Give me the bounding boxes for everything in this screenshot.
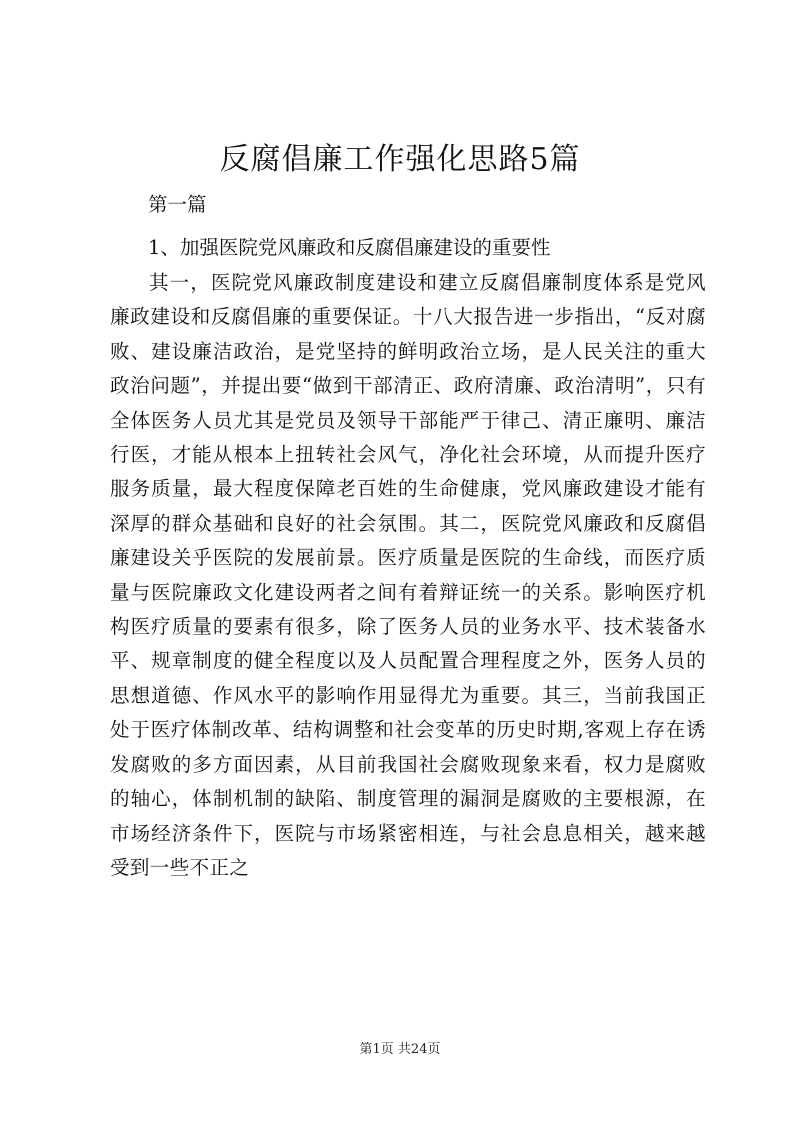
section-heading: 第一篇 [148, 193, 207, 216]
page-footer: 第1页 共24页 [359, 1042, 441, 1057]
subheading: 1、加强医院党风廉政和反腐倡廉建设的重要性 [148, 236, 551, 259]
body-paragraph: 其一，医院党风廉政制度建设和建立反腐倡廉制度体系是党风廉政建设和反腐倡廉的重要保证。十八大报告进一步指出，“反对腐败、建设廉洁政治，是党坚持的鲜明政治立场，是人民关注的重大政治问题”，并提出要“做到干部清正、政府清廉、政治清明”，只有全体医务人员尤其是党员及领导干部能严于律己、清正廉明、廉洁行医，才能从根本上扭转社会风气，净化社会环境，从而提升医疗服务质量，最大程度保障老百姓的生命健康，党风廉政建设才能有深厚的群众基础和良好的社会氛围。其二，医院党风廉政和反腐倡廉建设关乎医院的发展前景。医疗质量是医院的生命线，而医疗质量与医院廉政文化建设两者之间有着辩证统一的关系。影响医疗机构医疗质量的要素有很多，除了医务人员的业务水平、技术装备水平、规章制度的健全程度以及人员配置合理程度之外，医务人员的思想道德、作风水平的影响作用显得尤为重要。其三，当前我国正处于医疗体制改革、结构调整和社会变革的历史时期,客观上存在诱发腐败的多方面因素，从目前我国社会腐败现象来看，权力是腐败的轴心，体制机制的缺陷、制度管理的漏洞是腐败的主要根源，在市场经济条件下，医院与市场紧密相连，与社会息息相关，越来越受到一些不正之 [110, 271, 706, 879]
document-title: 反腐倡廉工作强化思路5篇 [219, 142, 581, 177]
